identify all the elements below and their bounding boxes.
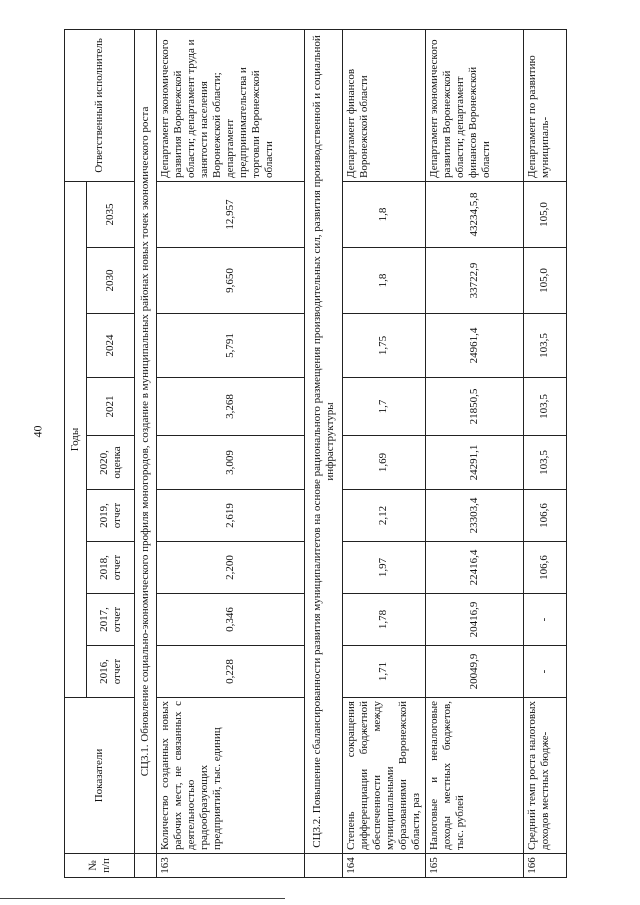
row-value: 1,8: [343, 181, 426, 247]
header-num: № п/п: [65, 854, 135, 878]
row-value: -: [523, 594, 566, 646]
footer-rule: [0, 898, 285, 899]
header-year: 2024: [87, 314, 135, 378]
row-value: 22416,4: [425, 542, 523, 594]
row-value: 21850,5: [425, 378, 523, 436]
row-num: 163: [157, 854, 305, 878]
header-responsible: Ответственный исполнитель: [65, 29, 135, 181]
row-value: 1,8: [343, 248, 426, 314]
row-responsible: Департамент финансов Воронежской области: [343, 29, 426, 181]
header-year: 2017, отчет: [87, 594, 135, 646]
header-year: 2030: [87, 248, 135, 314]
header-year: 2016, отчет: [87, 646, 135, 698]
row-value: 24291,1: [425, 436, 523, 490]
row-value: 2,12: [343, 490, 426, 542]
section-spacer: [135, 854, 157, 878]
row-indicator: Количество созданных новых рабочих мест, не связанных с деятельностью градообразующих предприятий, тыс. единиц: [157, 698, 305, 854]
row-value: 2,619: [157, 490, 305, 542]
row-num: 166: [523, 854, 566, 878]
row-value: 1,71: [343, 646, 426, 698]
row-num: 164: [343, 854, 426, 878]
header-year: 2035: [87, 181, 135, 247]
header-indicator: Показатели: [65, 698, 135, 854]
row-value: 5,791: [157, 314, 305, 378]
row-value: 0,346: [157, 594, 305, 646]
row-value: 1,75: [343, 314, 426, 378]
row-value: 103,5: [523, 314, 566, 378]
row-indicator: Средний темп роста налоговых доходов местных бюдже-: [523, 698, 566, 854]
section-title: СЦ3.2. Повышение сбалансированности развития муниципалитетов на основе рационального размещения производительных сил, развития производственной и социальной инфраструктуры: [305, 29, 343, 853]
row-responsible: Департамент по развитию муниципаль-: [523, 29, 566, 181]
header-year: 2019, отчет: [87, 490, 135, 542]
row-value: 24961,4: [425, 314, 523, 378]
page-number: 40: [30, 425, 45, 438]
row-value: 0,228: [157, 646, 305, 698]
header-years-group: Годы: [65, 181, 87, 697]
row-value: 1,7: [343, 378, 426, 436]
row-indicator: Налоговые и неналоговые доходы местных бюджетов, тыс. рублей: [425, 698, 523, 854]
row-value: 9,650: [157, 248, 305, 314]
rotated-table-container: [64, 30, 557, 878]
header-year: 2020, оценка: [87, 436, 135, 490]
row-indicator: Степень сокращения дифференциации бюджетной обеспеченности между муниципальными образованиями Воронежской области, раз: [343, 698, 426, 854]
row-value: 23303,4: [425, 490, 523, 542]
row-value: 1,78: [343, 594, 426, 646]
row-value: -: [523, 646, 566, 698]
row-value: 20049,9: [425, 646, 523, 698]
row-value: 33722,9: [425, 248, 523, 314]
row-value: 20416,9: [425, 594, 523, 646]
row-num: 165: [425, 854, 523, 878]
row-value: 43234,5,8: [425, 181, 523, 247]
row-responsible: Департамент экономического развития Воронежской области; департамент финансов Воронежской области: [425, 29, 523, 181]
row-value: 106,6: [523, 490, 566, 542]
row-value: 105,0: [523, 248, 566, 314]
row-value: 2,200: [157, 542, 305, 594]
header-year: 2021: [87, 378, 135, 436]
row-value: 1,97: [343, 542, 426, 594]
row-responsible: Департамент экономического развития Воронежской области; департамент труда и занятости населения Воронежской области; департамент предпринимательства и торговли Воронежской области: [157, 29, 305, 181]
row-value: 1,69: [343, 436, 426, 490]
row-value: 105,0: [523, 181, 566, 247]
section-title: СЦ3.1. Обновление социально-экономического профиля моногородов, создание в муниципальных районах новых точек экономического роста: [135, 29, 157, 853]
header-year: 2018, отчет: [87, 542, 135, 594]
row-value: 103,5: [523, 436, 566, 490]
indicators-table: [64, 29, 567, 878]
row-value: 3,009: [157, 436, 305, 490]
row-value: 106,6: [523, 542, 566, 594]
section-spacer: [305, 854, 343, 878]
row-value: 3,268: [157, 378, 305, 436]
row-value: 12,957: [157, 181, 305, 247]
row-value: 103,5: [523, 378, 566, 436]
